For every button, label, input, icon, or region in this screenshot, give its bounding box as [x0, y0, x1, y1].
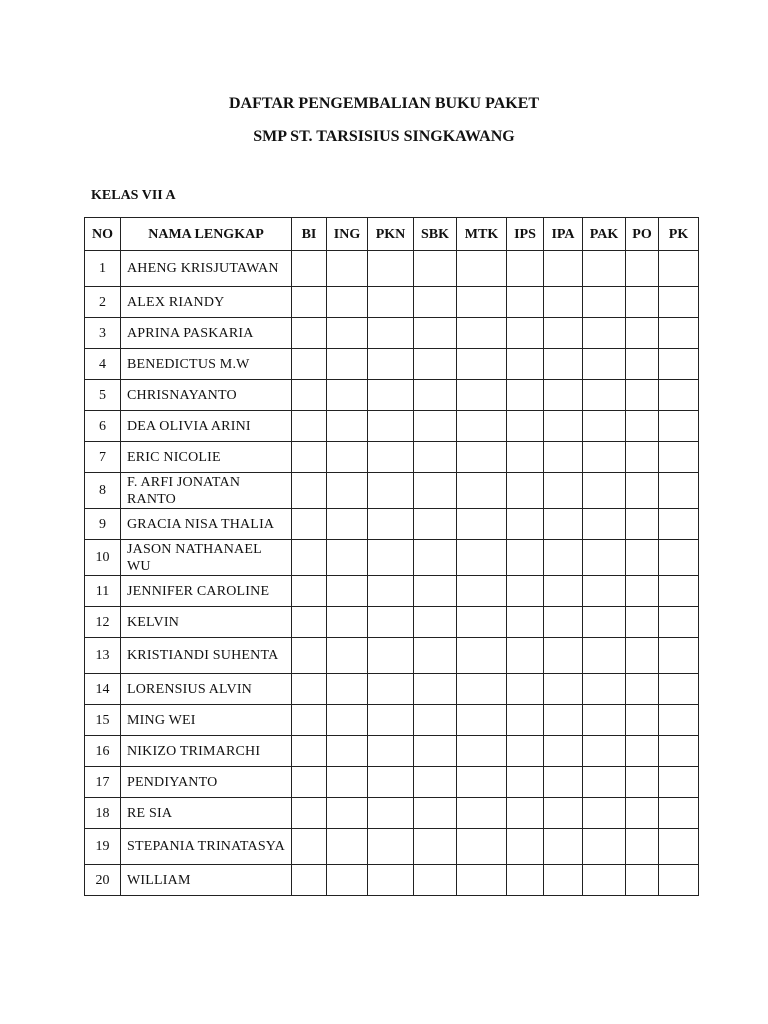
return-check-cell [507, 798, 544, 829]
return-check-cell [327, 767, 368, 798]
return-check-cell [626, 442, 659, 473]
return-check-cell [368, 287, 414, 318]
return-check-cell [292, 473, 327, 509]
return-check-cell [659, 638, 699, 674]
return-check-cell [659, 287, 699, 318]
student-name: JENNIFER CAROLINE [121, 576, 292, 607]
return-check-cell [327, 705, 368, 736]
header-subject-pkn: PKN [368, 218, 414, 251]
return-check-cell [292, 540, 327, 576]
row-number: 5 [85, 380, 121, 411]
return-check-cell [292, 736, 327, 767]
return-check-cell [368, 705, 414, 736]
return-check-cell [626, 705, 659, 736]
student-name: CHRISNAYANTO [121, 380, 292, 411]
row-number: 14 [85, 674, 121, 705]
return-check-cell [626, 767, 659, 798]
row-number: 9 [85, 509, 121, 540]
return-check-cell [292, 380, 327, 411]
student-name: KRISTIANDI SUHENTA [121, 638, 292, 674]
row-number: 3 [85, 318, 121, 349]
table-row [85, 829, 699, 865]
return-check-cell [626, 251, 659, 287]
book-return-table [84, 217, 699, 896]
student-name: F. ARFI JONATAN RANTO [121, 473, 292, 509]
return-check-cell [414, 607, 457, 638]
return-check-cell [292, 607, 327, 638]
return-check-cell [544, 442, 583, 473]
header-subject-ips: IPS [507, 218, 544, 251]
student-name: AHENG KRISJUTAWAN [121, 251, 292, 287]
return-check-cell [327, 509, 368, 540]
return-check-cell [544, 318, 583, 349]
student-name: GRACIA NISA THALIA [121, 509, 292, 540]
return-check-cell [414, 287, 457, 318]
return-check-cell [507, 287, 544, 318]
return-check-cell [327, 411, 368, 442]
return-check-cell [368, 767, 414, 798]
student-name: RE SIA [121, 798, 292, 829]
return-check-cell [327, 318, 368, 349]
return-check-cell [414, 442, 457, 473]
return-check-cell [659, 251, 699, 287]
student-name: WILLIAM [121, 865, 292, 896]
return-check-cell [626, 674, 659, 705]
return-check-cell [626, 540, 659, 576]
return-check-cell [327, 380, 368, 411]
return-check-cell [457, 674, 507, 705]
return-check-cell [507, 829, 544, 865]
return-check-cell [292, 411, 327, 442]
return-check-cell [457, 287, 507, 318]
return-check-cell [626, 829, 659, 865]
return-check-cell [583, 798, 626, 829]
return-check-cell [544, 865, 583, 896]
return-check-cell [507, 442, 544, 473]
return-check-cell [659, 318, 699, 349]
return-check-cell [327, 576, 368, 607]
return-check-cell [457, 576, 507, 607]
class-label: KELAS VII A [91, 188, 176, 203]
return-check-cell [292, 442, 327, 473]
return-check-cell [583, 540, 626, 576]
return-check-cell [414, 380, 457, 411]
return-check-cell [457, 798, 507, 829]
return-check-cell [457, 251, 507, 287]
return-check-cell [368, 638, 414, 674]
return-check-cell [583, 607, 626, 638]
student-name: NIKIZO TRIMARCHI [121, 736, 292, 767]
header-subject-pak: PAK [583, 218, 626, 251]
header-no: NO [85, 218, 121, 251]
return-check-cell [457, 442, 507, 473]
header-subject-ipa: IPA [544, 218, 583, 251]
return-check-cell [414, 736, 457, 767]
return-check-cell [544, 380, 583, 411]
return-check-cell [659, 607, 699, 638]
return-check-cell [327, 674, 368, 705]
table-row [85, 736, 699, 767]
return-check-cell [457, 638, 507, 674]
return-check-cell [507, 349, 544, 380]
return-check-cell [368, 798, 414, 829]
table-row [85, 705, 699, 736]
return-check-cell [544, 705, 583, 736]
return-check-cell [507, 705, 544, 736]
return-check-cell [292, 349, 327, 380]
row-number: 4 [85, 349, 121, 380]
return-check-cell [457, 540, 507, 576]
return-check-cell [507, 638, 544, 674]
return-check-cell [292, 705, 327, 736]
row-number: 2 [85, 287, 121, 318]
return-check-cell [659, 380, 699, 411]
return-check-cell [414, 638, 457, 674]
return-check-cell [659, 736, 699, 767]
row-number: 11 [85, 576, 121, 607]
return-check-cell [544, 798, 583, 829]
return-check-cell [368, 607, 414, 638]
return-check-cell [544, 251, 583, 287]
return-check-cell [507, 380, 544, 411]
return-check-cell [544, 736, 583, 767]
return-check-cell [659, 674, 699, 705]
student-name: ERIC NICOLIE [121, 442, 292, 473]
row-number: 10 [85, 540, 121, 576]
row-number: 16 [85, 736, 121, 767]
table-row [85, 442, 699, 473]
return-check-cell [292, 509, 327, 540]
return-check-cell [507, 318, 544, 349]
row-number: 20 [85, 865, 121, 896]
student-name: BENEDICTUS M.W [121, 349, 292, 380]
return-check-cell [368, 411, 414, 442]
student-name: APRINA PASKARIA [121, 318, 292, 349]
return-check-cell [457, 767, 507, 798]
student-name: ALEX RIANDY [121, 287, 292, 318]
return-check-cell [659, 540, 699, 576]
return-check-cell [414, 767, 457, 798]
return-check-cell [414, 540, 457, 576]
return-check-cell [292, 674, 327, 705]
return-check-cell [414, 318, 457, 349]
return-check-cell [368, 674, 414, 705]
return-check-cell [507, 509, 544, 540]
row-number: 13 [85, 638, 121, 674]
return-check-cell [583, 473, 626, 509]
table-row [85, 318, 699, 349]
return-check-cell [414, 576, 457, 607]
return-check-cell [414, 865, 457, 896]
return-check-cell [414, 251, 457, 287]
return-check-cell [544, 767, 583, 798]
return-check-cell [292, 767, 327, 798]
return-check-cell [544, 638, 583, 674]
return-check-cell [626, 473, 659, 509]
return-check-cell [292, 638, 327, 674]
table-row [85, 287, 699, 318]
return-check-cell [507, 607, 544, 638]
return-check-cell [507, 674, 544, 705]
return-check-cell [626, 638, 659, 674]
return-check-cell [368, 349, 414, 380]
return-check-cell [327, 287, 368, 318]
return-check-cell [659, 442, 699, 473]
return-check-cell [659, 829, 699, 865]
return-check-cell [583, 829, 626, 865]
header-name: NAMA LENGKAP [121, 218, 292, 251]
return-check-cell [327, 865, 368, 896]
return-check-cell [544, 349, 583, 380]
return-check-cell [327, 349, 368, 380]
return-check-cell [368, 473, 414, 509]
row-number: 6 [85, 411, 121, 442]
student-name: DEA OLIVIA ARINI [121, 411, 292, 442]
return-check-cell [368, 251, 414, 287]
return-check-cell [507, 411, 544, 442]
return-check-cell [544, 607, 583, 638]
row-number: 1 [85, 251, 121, 287]
return-check-cell [544, 576, 583, 607]
return-check-cell [327, 638, 368, 674]
return-check-cell [583, 767, 626, 798]
return-check-cell [659, 349, 699, 380]
header-subject-bi: BI [292, 218, 327, 251]
return-check-cell [327, 607, 368, 638]
header-subject-po: PO [626, 218, 659, 251]
return-check-cell [626, 509, 659, 540]
return-check-cell [368, 380, 414, 411]
table-row [85, 607, 699, 638]
return-check-cell [292, 865, 327, 896]
table-body [85, 251, 699, 896]
return-check-cell [583, 674, 626, 705]
return-check-cell [583, 705, 626, 736]
return-check-cell [583, 509, 626, 540]
return-check-cell [659, 473, 699, 509]
return-check-cell [626, 736, 659, 767]
return-check-cell [457, 473, 507, 509]
return-check-cell [544, 509, 583, 540]
table-row [85, 674, 699, 705]
return-check-cell [659, 767, 699, 798]
return-check-cell [368, 540, 414, 576]
return-check-cell [327, 442, 368, 473]
return-check-cell [292, 798, 327, 829]
return-check-cell [659, 865, 699, 896]
return-check-cell [327, 829, 368, 865]
return-check-cell [507, 540, 544, 576]
student-name: LORENSIUS ALVIN [121, 674, 292, 705]
student-name: MING WEI [121, 705, 292, 736]
return-check-cell [626, 349, 659, 380]
return-check-cell [327, 798, 368, 829]
return-check-cell [544, 674, 583, 705]
return-check-cell [327, 736, 368, 767]
return-check-cell [544, 540, 583, 576]
table-row [85, 767, 699, 798]
table-header-row [85, 218, 699, 251]
table-row [85, 473, 699, 509]
return-check-cell [544, 411, 583, 442]
return-check-cell [457, 829, 507, 865]
row-number: 12 [85, 607, 121, 638]
return-check-cell [583, 736, 626, 767]
return-check-cell [659, 798, 699, 829]
return-check-cell [457, 865, 507, 896]
return-check-cell [583, 318, 626, 349]
school-name: SMP ST. TARSISIUS SINGKAWANG [253, 128, 515, 145]
return-check-cell [292, 318, 327, 349]
return-check-cell [626, 798, 659, 829]
return-check-cell [457, 607, 507, 638]
return-check-cell [292, 576, 327, 607]
return-check-cell [583, 576, 626, 607]
return-check-cell [659, 576, 699, 607]
return-check-cell [583, 411, 626, 442]
return-check-cell [457, 509, 507, 540]
return-check-cell [327, 251, 368, 287]
return-check-cell [626, 865, 659, 896]
return-check-cell [626, 380, 659, 411]
table-row [85, 349, 699, 380]
row-number: 18 [85, 798, 121, 829]
row-number: 15 [85, 705, 121, 736]
return-check-cell [414, 674, 457, 705]
row-number: 8 [85, 473, 121, 509]
return-check-cell [414, 798, 457, 829]
row-number: 7 [85, 442, 121, 473]
return-check-cell [368, 318, 414, 349]
table-row [85, 380, 699, 411]
return-check-cell [626, 411, 659, 442]
return-check-cell [659, 705, 699, 736]
return-check-cell [368, 736, 414, 767]
return-check-cell [414, 829, 457, 865]
return-check-cell [583, 251, 626, 287]
return-check-cell [457, 705, 507, 736]
return-check-cell [414, 509, 457, 540]
table-row [85, 865, 699, 896]
return-check-cell [457, 349, 507, 380]
return-check-cell [507, 251, 544, 287]
return-check-cell [457, 318, 507, 349]
row-number: 17 [85, 767, 121, 798]
table-row [85, 798, 699, 829]
return-check-cell [368, 442, 414, 473]
header-subject-ing: ING [327, 218, 368, 251]
header-subject-sbk: SBK [414, 218, 457, 251]
row-number: 19 [85, 829, 121, 865]
return-check-cell [626, 318, 659, 349]
table-row [85, 251, 699, 287]
student-name: JASON NATHANAEL WU [121, 540, 292, 576]
return-check-cell [583, 380, 626, 411]
return-check-cell [292, 287, 327, 318]
return-check-cell [414, 349, 457, 380]
return-check-cell [583, 349, 626, 380]
return-check-cell [368, 829, 414, 865]
return-check-cell [544, 473, 583, 509]
document-title: DAFTAR PENGEMBALIAN BUKU PAKET [228, 95, 540, 112]
return-check-cell [583, 638, 626, 674]
table-row [85, 638, 699, 674]
return-check-cell [292, 829, 327, 865]
return-check-cell [414, 705, 457, 736]
header-subject-mtk: MTK [457, 218, 507, 251]
return-check-cell [507, 767, 544, 798]
return-check-cell [626, 576, 659, 607]
return-check-cell [414, 473, 457, 509]
return-check-cell [507, 576, 544, 607]
return-check-cell [659, 509, 699, 540]
return-check-cell [507, 736, 544, 767]
return-check-cell [457, 380, 507, 411]
student-name: KELVIN [121, 607, 292, 638]
return-check-cell [544, 829, 583, 865]
student-name: PENDIYANTO [121, 767, 292, 798]
return-check-cell [626, 607, 659, 638]
table-row [85, 509, 699, 540]
return-check-cell [414, 411, 457, 442]
return-check-cell [583, 865, 626, 896]
return-check-cell [292, 251, 327, 287]
return-check-cell [626, 287, 659, 318]
return-check-cell [327, 540, 368, 576]
return-check-cell [457, 736, 507, 767]
return-check-cell [457, 411, 507, 442]
table-row [85, 411, 699, 442]
return-check-cell [368, 509, 414, 540]
return-check-cell [327, 473, 368, 509]
header-subject-pk: PK [659, 218, 699, 251]
return-check-cell [368, 576, 414, 607]
return-check-cell [368, 865, 414, 896]
return-check-cell [507, 473, 544, 509]
return-check-cell [544, 287, 583, 318]
return-check-cell [583, 442, 626, 473]
return-check-cell [583, 287, 626, 318]
return-check-cell [659, 411, 699, 442]
student-name: STEPANIA TRINATASYA [121, 829, 292, 865]
return-check-cell [507, 865, 544, 896]
table-row [85, 540, 699, 576]
table-row [85, 576, 699, 607]
